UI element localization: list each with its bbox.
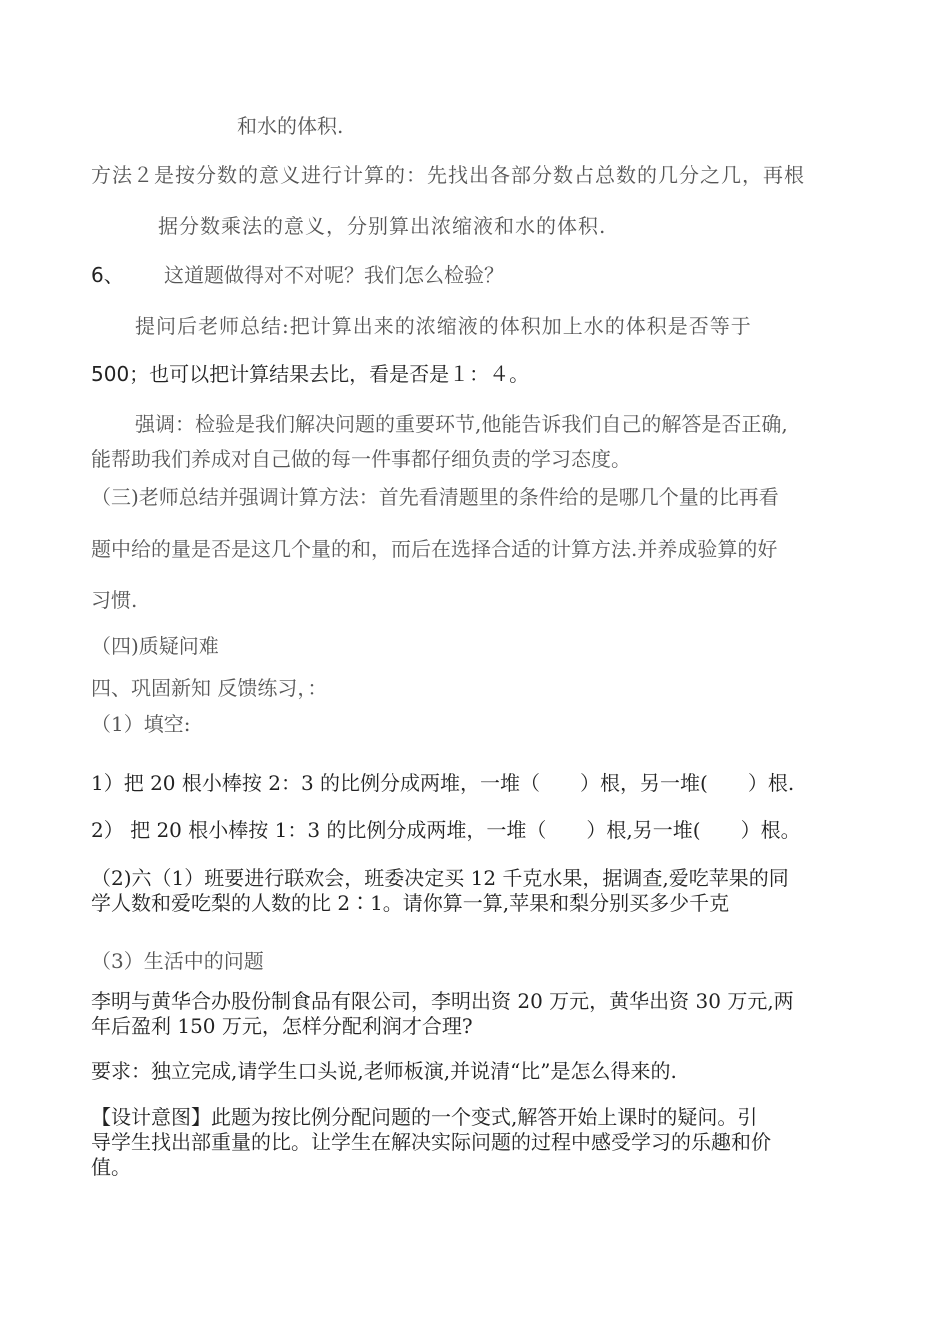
text-line: 年后盈利 150 万元，怎样分配利润才合理? xyxy=(91,1014,473,1038)
section-heading: （三)老师总结并强调计算方法：首先看清题里的条件给的是哪几个量的比再看 xyxy=(91,485,779,509)
list-number: 6、 xyxy=(91,263,124,287)
design-intent-line: 【设计意图】此题为按比例分配问题的一个变式,解答开始上课时的疑问。引 xyxy=(91,1105,758,1129)
section-heading: 四、巩固新知 反馈练习，： xyxy=(91,676,328,700)
exercise-item: 1）把 20 根小棒按 2：3 的比例分成两堆，一堆（ ）根，另一堆( ）根. xyxy=(91,771,795,795)
text-line: 学人数和爱吃梨的人数的比 2∶1。请你算一算,苹果和梨分别买多少千克 xyxy=(91,891,730,915)
subsection-heading: （3）生活中的问题 xyxy=(91,949,264,973)
text-line: 题中给的量是否是这几个量的和，而后在选择合适的计算方法.并养成验算的好 xyxy=(91,537,778,561)
text-line: 能帮助我们养成对自己做的每一件事都仔细负责的学习态度。 xyxy=(91,447,631,471)
text-line: 和水的体积. xyxy=(237,114,344,138)
text-line: 500；也可以把计算结果去比，看是否是１：４。 xyxy=(91,362,530,386)
exercise-item: （2)六（1）班要进行联欢会，班委决定买 12 千克水果，据调查,爱吃苹果的同 xyxy=(91,866,789,890)
exercise-item: 李明与黄华合办股份制食品有限公司，李明出资 20 万元，黄华出资 30 万元,两 xyxy=(91,989,794,1013)
text-line: 据分数乘法的意义，分别算出浓缩液和水的体积. xyxy=(158,214,607,238)
text-line: 方法２是按分数的意义进行计算的：先找出各部分数占总数的几分之几，再根 xyxy=(91,163,805,187)
text-line: 习惯. xyxy=(91,588,138,612)
text-line: 导学生找出部重量的比。让学生在解决实际问题的过程中感受学习的乐趣和价 xyxy=(91,1130,771,1154)
text-line: 值。 xyxy=(91,1155,131,1179)
subsection-heading: （1）填空: xyxy=(91,712,191,736)
text-line: 强调：检验是我们解决问题的重要环节,他能告诉我们自己的解答是否正确, xyxy=(135,412,788,436)
exercise-item: 2） 把 20 根小棒按 1：3 的比例分成两堆，一堆（ ）根,另一堆( ）根。 xyxy=(91,818,801,842)
requirement-line: 要求：独立完成,请学生口头说,老师板演,并说清“比”是怎么得来的. xyxy=(91,1059,677,1083)
section-heading: （四)质疑问难 xyxy=(91,634,219,658)
text-line: 提问后老师总结:把计算出来的浓缩液的体积加上水的体积是否等于 xyxy=(135,314,752,338)
text-line: 这道题做得对不对呢？我们怎么检验？ xyxy=(164,263,504,287)
